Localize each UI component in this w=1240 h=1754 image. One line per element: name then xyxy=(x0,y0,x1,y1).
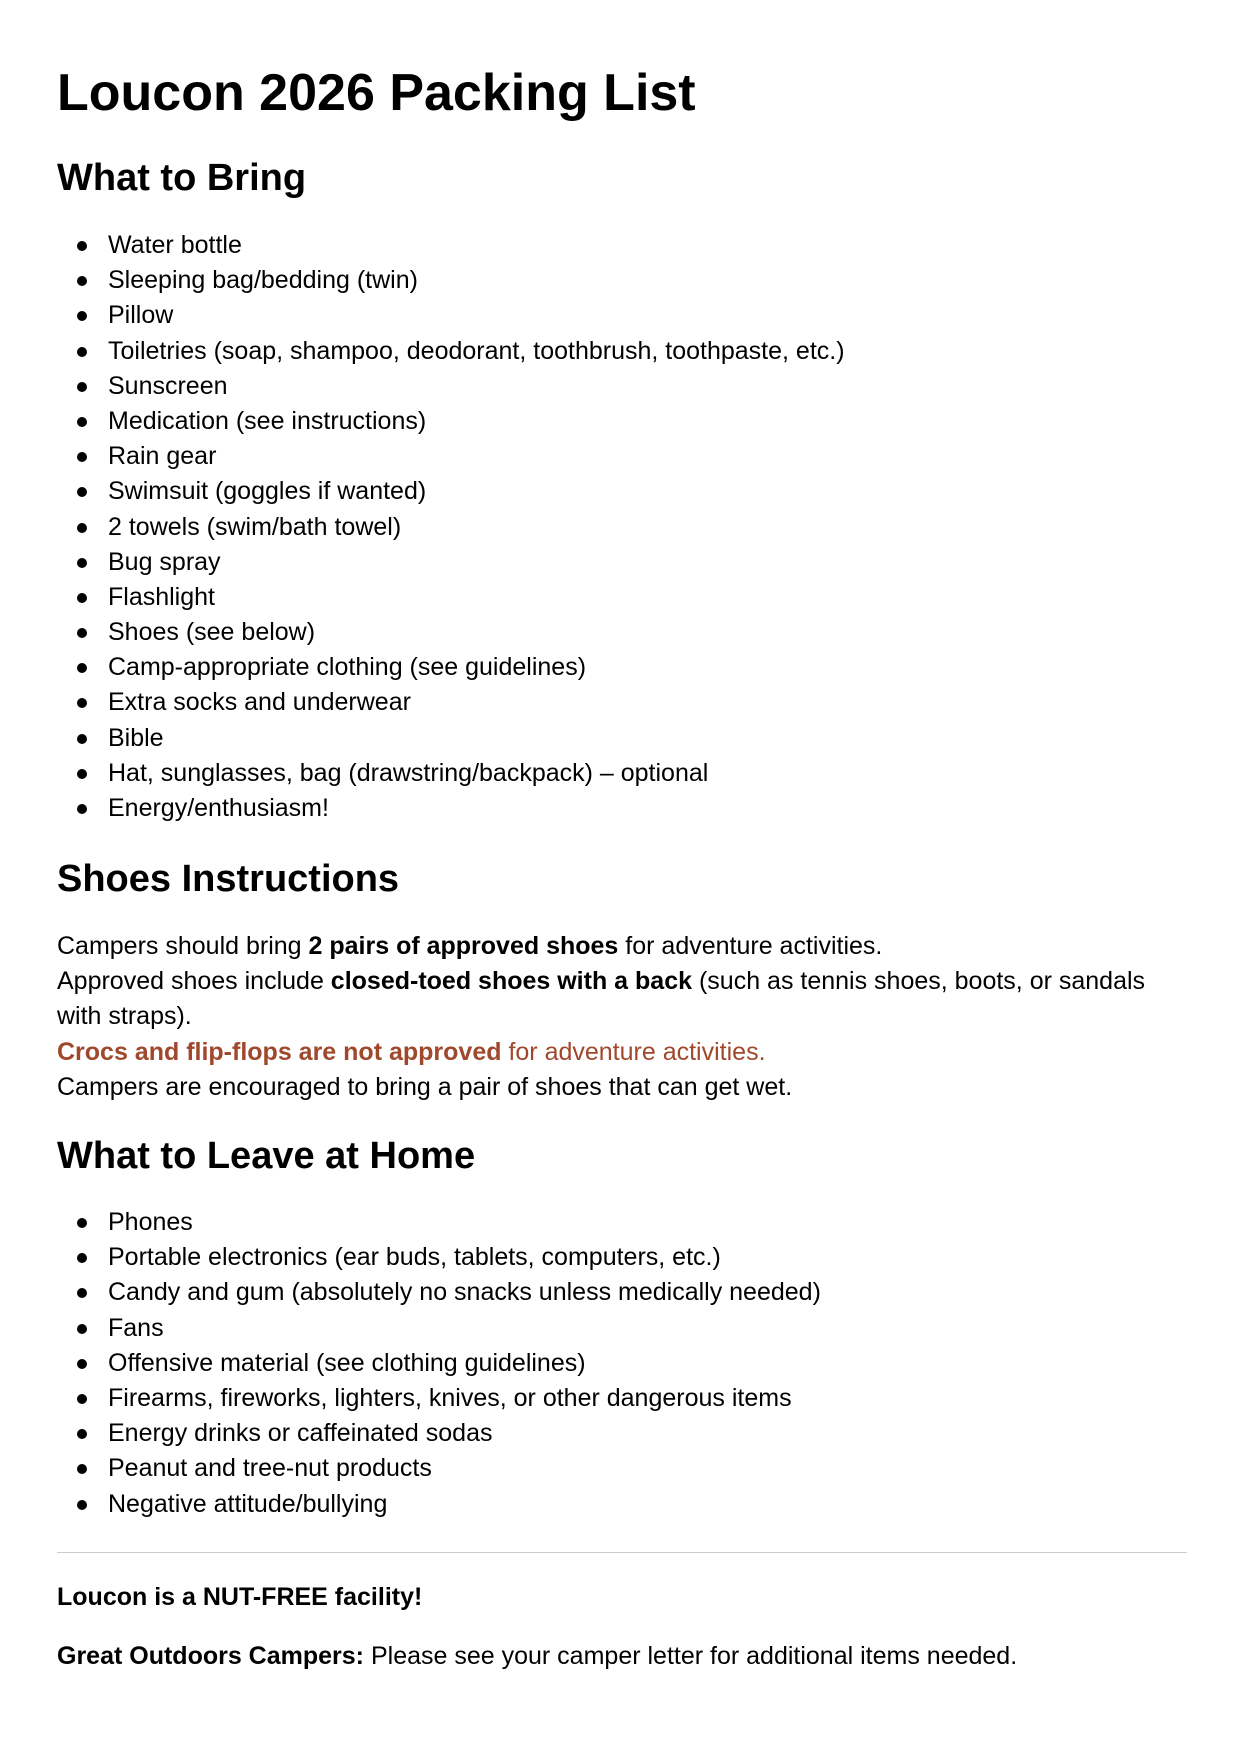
list-item xyxy=(57,474,845,509)
bullet-icon xyxy=(77,1500,87,1510)
list-item-text: Sleeping bag/bedding (twin) xyxy=(108,266,418,295)
list-item-text: Pillow xyxy=(108,301,174,330)
list-item xyxy=(57,404,845,439)
what-to-bring-heading: What to Bring xyxy=(57,157,307,199)
list-item xyxy=(57,721,845,756)
bold-label: Great Outdoors Campers: xyxy=(57,1642,365,1670)
text-span: Please see your camper letter for additional items needed. xyxy=(364,1642,1018,1670)
bullet-icon xyxy=(77,1218,87,1228)
bullet-icon xyxy=(77,663,87,673)
shoes-instructions-text xyxy=(57,929,1187,1105)
warning-text: for adventure activities. xyxy=(501,1037,766,1066)
list-item xyxy=(57,615,845,650)
bullet-icon xyxy=(77,276,87,286)
list-item xyxy=(57,1346,821,1381)
bullet-icon xyxy=(77,1464,87,1474)
list-item xyxy=(57,756,845,791)
bullet-icon xyxy=(77,523,87,533)
bullet-icon xyxy=(77,452,87,462)
bullet-icon xyxy=(77,487,87,497)
list-item-text: Bug spray xyxy=(108,547,221,576)
bullet-icon xyxy=(77,698,87,708)
shoes-warning-line xyxy=(57,1035,1187,1070)
what-to-leave-heading: What to Leave at Home xyxy=(57,1135,476,1177)
shoes-instructions-heading: Shoes Instructions xyxy=(57,858,400,900)
bullet-icon xyxy=(77,769,87,779)
list-item xyxy=(57,685,845,720)
list-item-text: Swimsuit (goggles if wanted) xyxy=(108,477,427,506)
shoes-line-2 xyxy=(57,964,1187,1034)
bullet-icon xyxy=(77,311,87,321)
list-item xyxy=(57,1381,821,1416)
list-item-text: Peanut and tree-nut products xyxy=(108,1454,432,1483)
what-to-leave-list xyxy=(57,1205,821,1522)
list-item-text: Negative attitude/bullying xyxy=(108,1489,388,1518)
bullet-icon xyxy=(77,241,87,251)
bullet-icon xyxy=(77,417,87,427)
list-item xyxy=(57,650,845,685)
bold-text: closed-toed shoes with a back xyxy=(330,967,693,996)
bullet-icon xyxy=(77,1324,87,1334)
bullet-icon xyxy=(77,1429,87,1439)
bullet-icon xyxy=(77,1253,87,1263)
list-item xyxy=(57,298,845,333)
list-item xyxy=(57,369,845,404)
bullet-icon xyxy=(77,1394,87,1404)
page-title: Loucon 2026 Packing List xyxy=(57,64,696,122)
list-item-text: Water bottle xyxy=(108,231,242,259)
list-item xyxy=(57,1487,821,1522)
list-item-text: Energy drinks or caffeinated sodas xyxy=(108,1419,493,1448)
list-item xyxy=(57,1416,821,1451)
bullet-icon xyxy=(77,347,87,357)
list-item-text: Toiletries (soap, shampoo, deodorant, toothbrush, toothpaste, etc.) xyxy=(108,336,845,365)
list-item-text: Offensive material (see clothing guidelines) xyxy=(108,1348,586,1377)
list-item-text: Fans xyxy=(108,1313,164,1342)
list-item-text: Flashlight xyxy=(108,582,215,611)
shoes-line-4: Campers are encouraged to bring a pair of shoes that can get wet. xyxy=(57,1072,793,1101)
list-item-text: Camp-appropriate clothing (see guidelines) xyxy=(108,653,587,682)
bold-warning-text: Crocs and flip-flops are not approved xyxy=(57,1037,502,1066)
bold-text: Loucon is a NUT-FREE facility! xyxy=(57,1583,423,1611)
section-divider xyxy=(57,1552,1187,1553)
list-item xyxy=(57,1205,821,1240)
list-item xyxy=(57,545,845,580)
list-item xyxy=(57,580,845,615)
list-item xyxy=(57,1311,821,1346)
list-item xyxy=(57,510,845,545)
list-item xyxy=(57,1451,821,1486)
list-item xyxy=(57,228,845,263)
list-item-text: Phones xyxy=(108,1208,193,1236)
great-outdoors-note xyxy=(57,1639,1017,1674)
list-item-text: 2 towels (swim/bath towel) xyxy=(108,512,402,541)
list-item xyxy=(57,334,845,369)
text-span: Campers should bring xyxy=(57,932,309,960)
bullet-icon xyxy=(77,593,87,603)
bullet-icon xyxy=(77,1359,87,1369)
bullet-icon xyxy=(77,1288,87,1298)
list-item-text: Shoes (see below) xyxy=(108,618,316,647)
what-to-bring-list xyxy=(57,228,845,826)
bullet-icon xyxy=(77,558,87,568)
list-item xyxy=(57,263,845,298)
list-item-text: Extra socks and underwear xyxy=(108,688,411,717)
list-item-text: Rain gear xyxy=(108,442,217,471)
list-item-text: Medication (see instructions) xyxy=(108,406,427,435)
list-item-text: Hat, sunglasses, bag (drawstring/backpack) – optional xyxy=(108,758,709,787)
list-item-text: Firearms, fireworks, lighters, knives, or other dangerous items xyxy=(108,1383,792,1412)
bullet-icon xyxy=(77,804,87,814)
nut-free-notice xyxy=(57,1580,422,1615)
list-item-text: Candy and gum (absolutely no snacks unless medically needed) xyxy=(108,1278,821,1307)
list-item xyxy=(57,1240,821,1275)
list-item xyxy=(57,439,845,474)
shoes-line-1 xyxy=(57,929,1187,964)
text-span: for adventure activities. xyxy=(618,932,883,960)
list-item xyxy=(57,1275,821,1310)
list-item-text: Bible xyxy=(108,723,164,752)
list-item-text: Energy/enthusiasm! xyxy=(108,794,329,822)
bullet-icon xyxy=(77,382,87,392)
list-item-text: Sunscreen xyxy=(108,371,228,400)
list-item-text: Portable electronics (ear buds, tablets, computers, etc.) xyxy=(108,1243,721,1272)
text-span: (such as tennis shoes, boots, or sandals with straps). xyxy=(57,967,1146,1031)
bullet-icon xyxy=(77,628,87,638)
text-span: Approved shoes include xyxy=(57,967,331,996)
list-item xyxy=(57,791,845,826)
bold-text: 2 pairs of approved shoes xyxy=(308,932,619,960)
bullet-icon xyxy=(77,734,87,744)
